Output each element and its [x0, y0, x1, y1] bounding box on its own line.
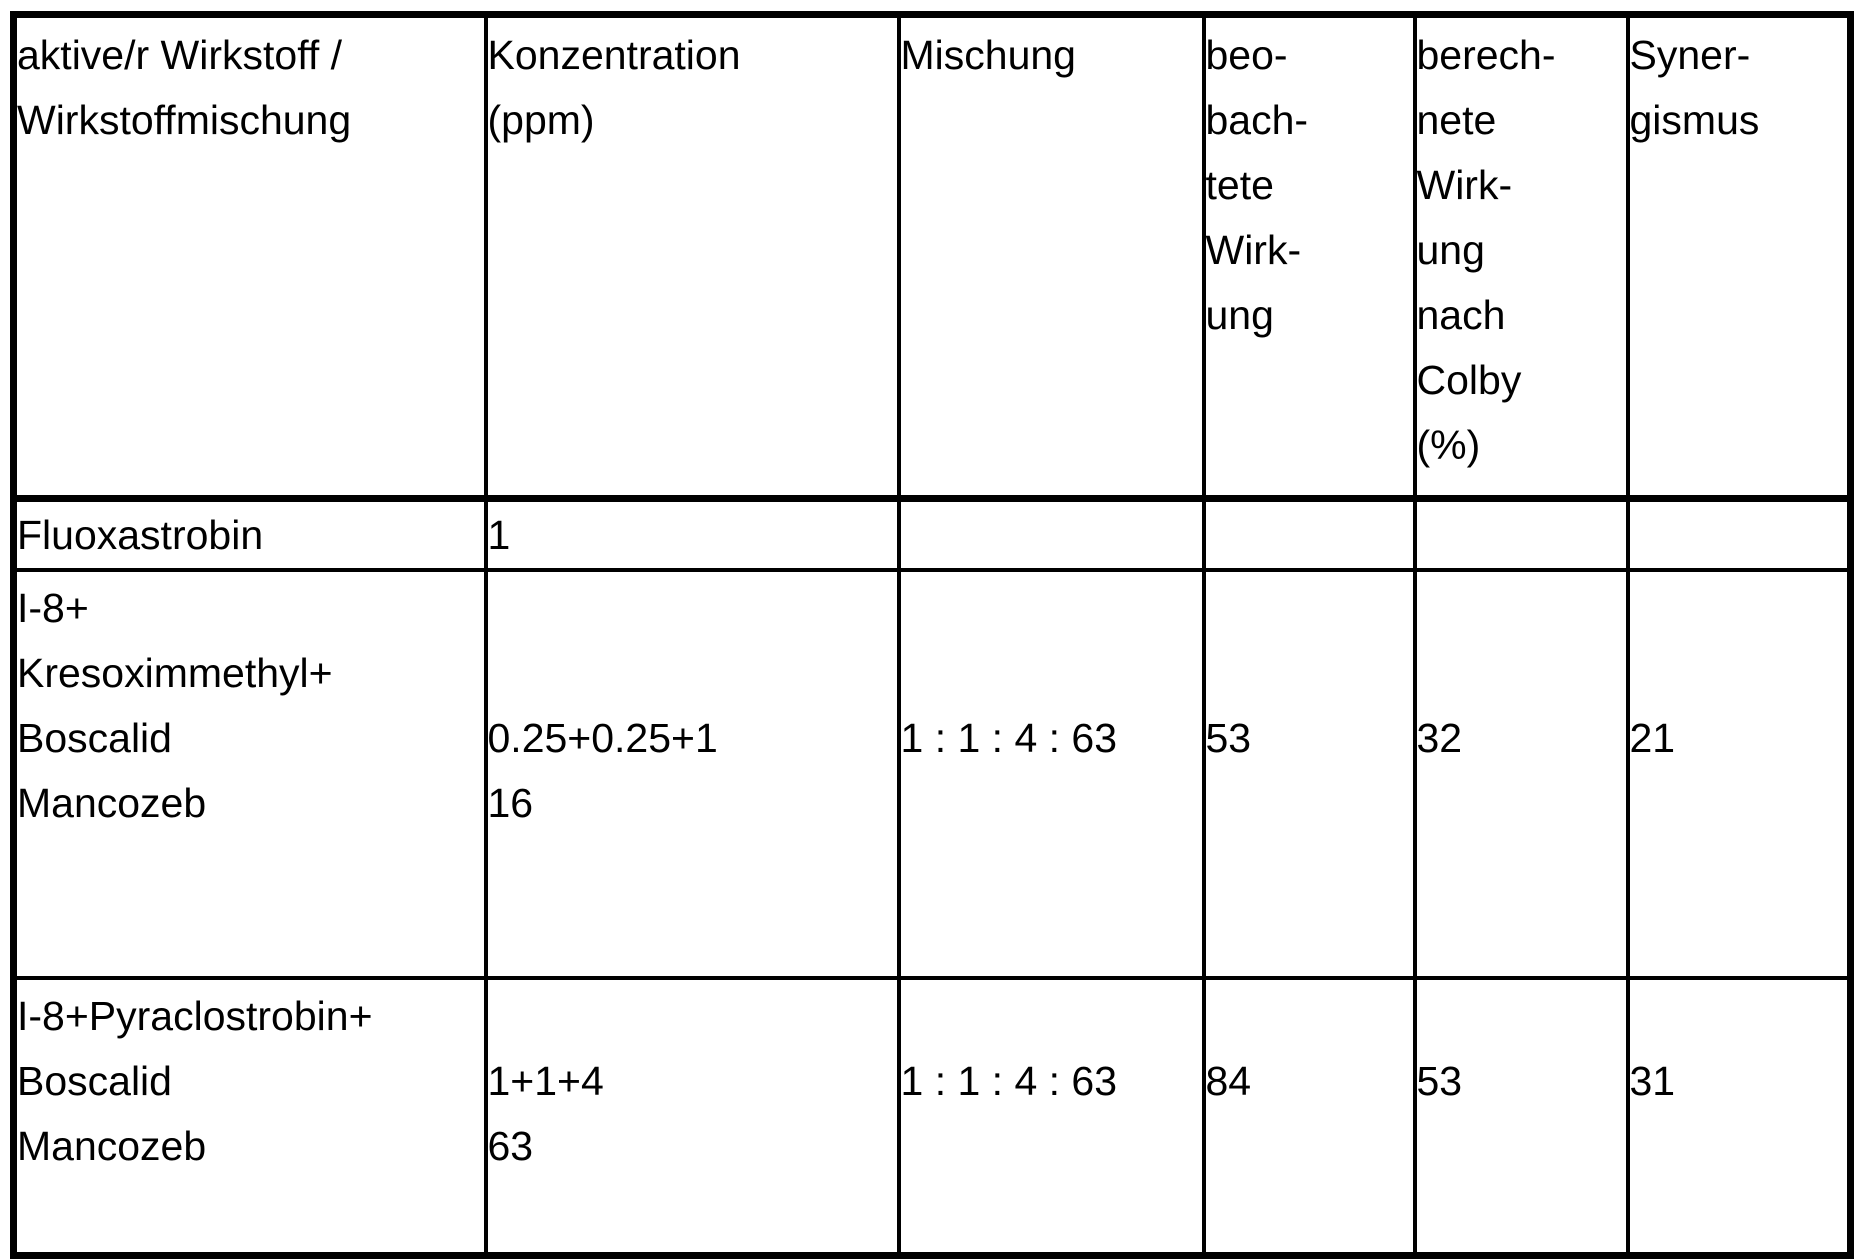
header-line: (%)	[1416, 422, 1481, 468]
cell-observed	[1204, 499, 1415, 571]
cell-substance	[14, 499, 486, 571]
cell-line: 1	[487, 512, 511, 558]
cell-mixture	[899, 499, 1204, 571]
cell-line: Mancozeb	[17, 780, 207, 826]
header-line: (ppm)	[487, 97, 595, 143]
cell-calculated	[1415, 499, 1628, 571]
header-mixture	[899, 15, 1204, 499]
cell-mixture: 1 : 1 : 4 : 63	[899, 570, 1204, 978]
cell-line: 63	[487, 1123, 534, 1169]
header-line: Wirkstoffmischung	[17, 97, 352, 143]
cell-line: 1+1+4	[487, 1058, 604, 1104]
header-line: nach	[1416, 292, 1506, 338]
header-line: Colby	[1416, 357, 1522, 403]
cell-observed: 53	[1204, 570, 1415, 978]
cell-line: 16	[487, 780, 534, 826]
header-line: Konzentration	[487, 32, 741, 78]
header-line: ung	[1416, 227, 1485, 273]
synergism-results-table	[10, 11, 1854, 1259]
header-synergism	[1628, 15, 1851, 499]
header-line: berech-	[1416, 32, 1556, 78]
cell-line: 0.25+0.25+1	[487, 715, 718, 761]
header-calculated-effect	[1415, 15, 1628, 499]
header-line: tete	[1205, 162, 1274, 208]
cell-line: Kresoximmethyl+	[17, 650, 333, 696]
cell-line: Boscalid	[17, 1058, 172, 1104]
header-line: Syner-	[1629, 32, 1751, 78]
header-line: Wirk-	[1205, 227, 1302, 273]
header-line: ung	[1205, 292, 1274, 338]
cell-synergism	[1628, 499, 1851, 571]
header-line: gismus	[1629, 97, 1760, 143]
cell-calculated: 32	[1415, 570, 1628, 978]
cell-synergism: 31	[1628, 978, 1851, 1256]
cell-mixture: 1 : 1 : 4 : 63	[899, 978, 1204, 1256]
cell-line: Fluoxastrobin	[17, 512, 264, 558]
cell-substance	[14, 570, 486, 978]
header-line: nete	[1416, 97, 1497, 143]
cell-concentration	[486, 570, 899, 978]
cell-synergism: 21	[1628, 570, 1851, 978]
header-observed-effect	[1204, 15, 1415, 499]
table-row	[14, 978, 1851, 1256]
cell-calculated: 53	[1415, 978, 1628, 1256]
table-row	[14, 570, 1851, 978]
cell-line: Boscalid	[17, 715, 172, 761]
cell-line: I-8+Pyraclostrobin+	[17, 993, 373, 1039]
cell-concentration	[486, 978, 899, 1256]
header-concentration	[486, 15, 899, 499]
header-substance	[14, 15, 486, 499]
cell-line: Mancozeb	[17, 1123, 207, 1169]
header-line: bach-	[1205, 97, 1309, 143]
cell-substance	[14, 978, 486, 1256]
header-line: aktive/r Wirkstoff /	[17, 32, 343, 78]
cell-observed: 84	[1204, 978, 1415, 1256]
cell-concentration	[486, 499, 899, 571]
header-line: beo-	[1205, 32, 1288, 78]
header-line: Mischung	[900, 32, 1076, 78]
table-row	[14, 499, 1851, 571]
cell-line: I-8+	[17, 585, 89, 631]
table-header-row	[14, 15, 1851, 499]
header-line: Wirk-	[1416, 162, 1513, 208]
